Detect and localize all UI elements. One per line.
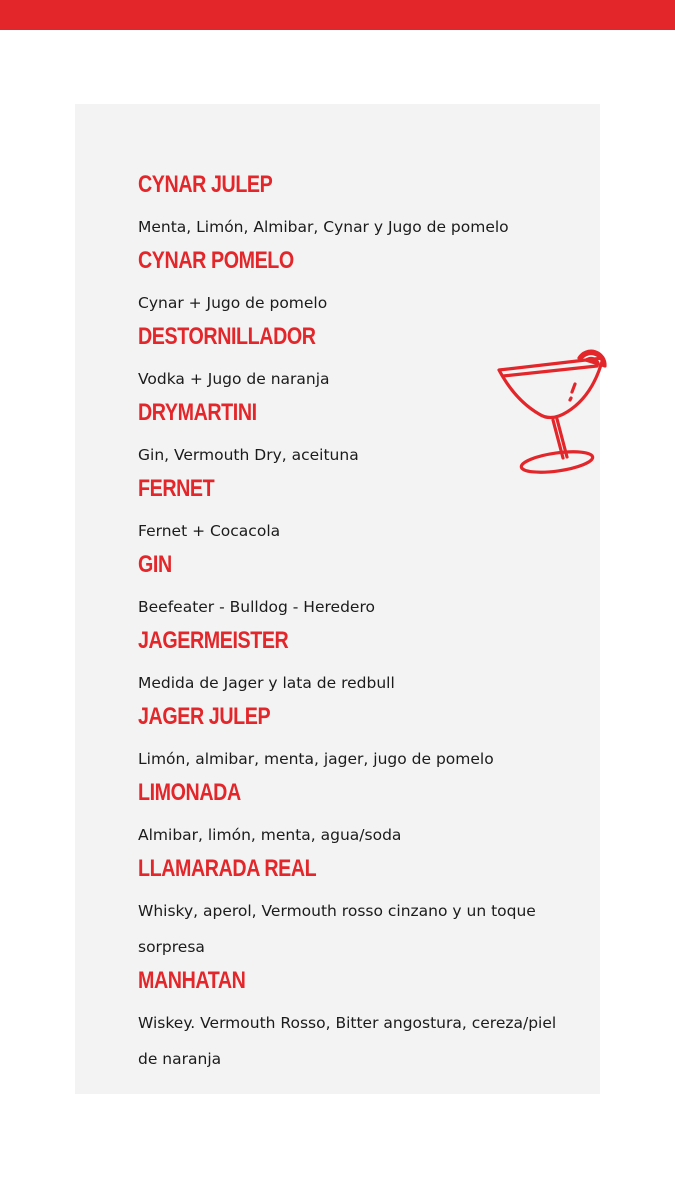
drinks-menu-card (75, 104, 600, 1094)
menu-item-cynar-julep (138, 170, 558, 245)
item-name: CYNAR JULEP (138, 171, 273, 198)
item-name: JAGER JULEP (138, 703, 271, 730)
item-description: Whisky, aperol, Vermouth rosso cinzano y un toque sorpresa (138, 902, 536, 956)
item-name: LIMONADA (138, 779, 241, 806)
item-name: DESTORNILLADOR (138, 323, 316, 350)
menu-item-llamarada-real (138, 854, 558, 965)
item-description: Vodka + Jugo de naranja (138, 370, 330, 388)
item-description: Medida de Jager y lata de redbull (138, 674, 395, 692)
item-name: JAGERMEISTER (138, 627, 289, 654)
top-red-bar (0, 0, 675, 30)
item-description: Wiskey. Vermouth Rosso, Bitter angostura, cereza/piel de naranja (138, 1014, 557, 1068)
item-name: LLAMARADA REAL (138, 855, 317, 882)
drinks-list (138, 170, 558, 1077)
menu-item-limonada (138, 778, 558, 853)
item-description: Beefeater - Bulldog - Heredero (138, 598, 375, 616)
item-name: FERNET (138, 475, 215, 502)
margarita-glass-icon (493, 340, 621, 480)
menu-item-fernet (138, 474, 558, 549)
menu-item-manhatan (138, 966, 558, 1077)
item-description: Cynar + Jugo de pomelo (138, 294, 328, 312)
item-description: Fernet + Cocacola (138, 522, 281, 540)
menu-item-cynar-pomelo (138, 246, 558, 321)
item-description: Gin, Vermouth Dry, aceituna (138, 446, 359, 464)
menu-item-gin (138, 550, 558, 625)
item-description: Limón, almibar, menta, jager, jugo de pomelo (138, 750, 494, 768)
menu-item-jagermeister (138, 626, 558, 701)
menu-item-jager-julep (138, 702, 558, 777)
item-name: CYNAR POMELO (138, 247, 294, 274)
item-name: GIN (138, 551, 172, 578)
item-name: DRYMARTINI (138, 399, 257, 426)
item-name: MANHATAN (138, 967, 246, 994)
item-description: Almibar, limón, menta, agua/soda (138, 826, 402, 844)
item-description: Menta, Limón, Almibar, Cynar y Jugo de pomelo (138, 218, 509, 236)
